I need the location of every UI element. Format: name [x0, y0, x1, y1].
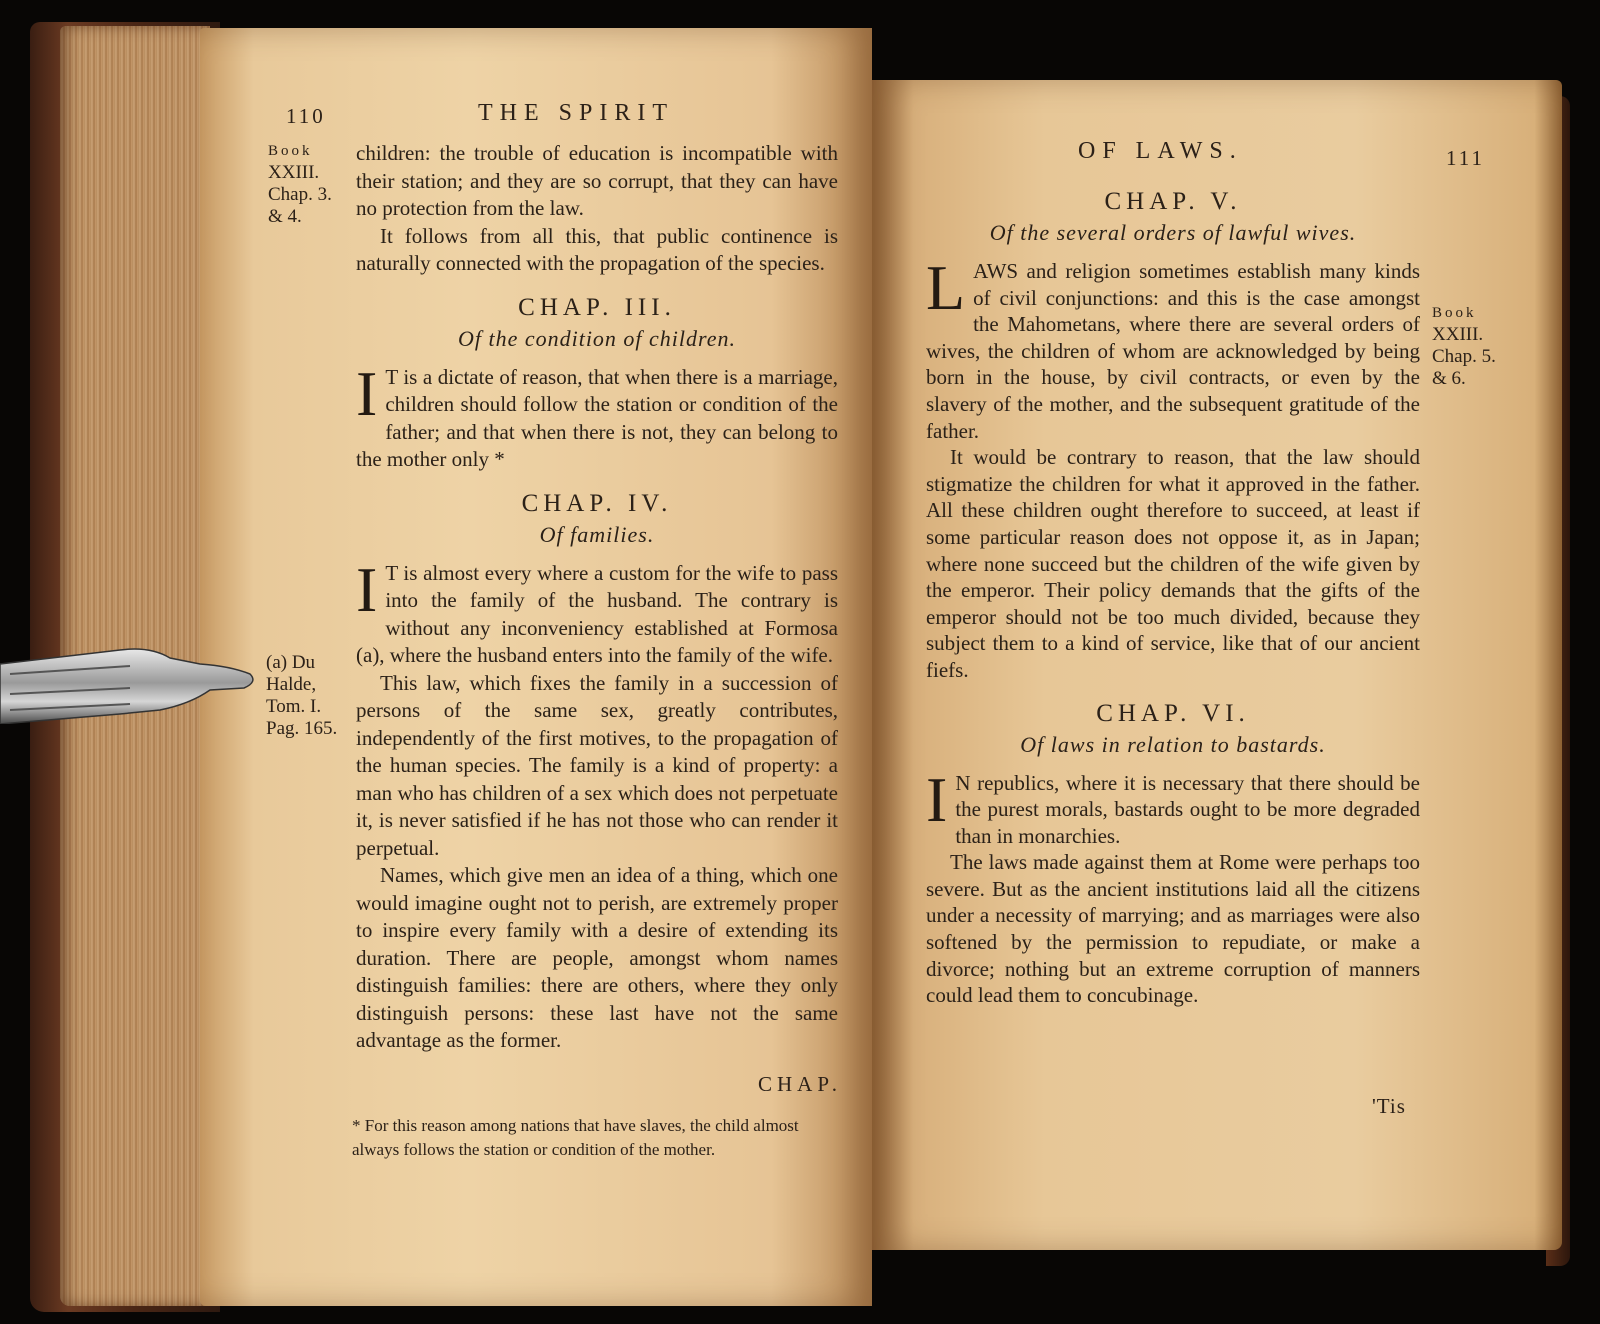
chapter-subtitle: Of laws in relation to bastards.: [1020, 731, 1326, 757]
drop-cap: I: [926, 763, 948, 835]
paragraph-text: AWS and religion sometimes establish many kinds of civil conjunctions: and this is the case amongst the Mahometans, where there are several orders of wives, the children of whom are acknowledged by being born in the house, by civil contracts, or even by the slavery of the mother, and the subsequent gratitude of the father.: [926, 259, 1420, 443]
paragraph: Names, which give men an idea of a thing, which one would imagine ought not to perish, are extremely proper to inspire every family with a desire of extending its duration. There are people, amongst whom names distinguish families: there are others, where they only distinguish persons: these last have not the same advantage as the former.: [356, 863, 838, 1052]
margin-book-line: XXIII.: [1432, 324, 1484, 345]
margin-book-line: Chap. 3.: [268, 184, 332, 205]
margin-ref-line: Halde,: [266, 674, 317, 695]
paragraph: [356, 553, 838, 670]
chapter-subtitle: Of families.: [539, 521, 655, 547]
paragraph: [356, 357, 838, 474]
right-text-column: [926, 186, 1420, 1009]
left-text-column: [356, 140, 838, 1055]
margin-ref-line: Tom. I.: [266, 696, 322, 717]
drop-cap: L: [926, 252, 966, 323]
left-margin-reference: [266, 652, 352, 740]
paragraph: This law, which fixes the family in a succession of persons of the same sex, greatly contributes, independently of the first motives, to the propagation of the human species. The family is a kind of property: a man who has children of a sex which does not perpetuate it, is never satisfied if he has not those who can render it perpetual.: [356, 670, 838, 860]
chapter-heading: CHAP. IV.: [521, 489, 673, 517]
paragraph: [926, 763, 1420, 850]
margin-ref-line: (a) Du: [266, 652, 316, 673]
right-margin-book: [1432, 302, 1512, 390]
left-footnote: * For this reason among nations that have slaves, the child almost always follows the station or condition of the mother.: [352, 1116, 799, 1159]
margin-ref-line: Pag. 165.: [266, 718, 338, 739]
margin-book-line: Book: [1432, 305, 1477, 321]
margin-book-line: Chap. 5.: [1432, 346, 1496, 367]
chapter-subtitle: Of the several orders of lawful wives.: [989, 220, 1357, 245]
paragraph: [926, 252, 1420, 444]
paragraph: It would be contrary to reason, that the law should stigmatize the children for what it approved in the father. All these children ought therefore to succeed, at least if some particular reason does not oppose it, as in Japan; where none succeed but the children of the wife given by the emperor. Their policy demands that the gifts of the emperor should not be too much divided, because they subject them to a kind of service, like that of our ancient fiefs.: [926, 445, 1420, 682]
paragraph-text: T is a dictate of reason, that when there is a marriage, children should follow the station or condition of the father; and that when there is not, they can belong to the mother only *: [356, 364, 838, 471]
chapter-subtitle: Of the condition of children.: [457, 325, 737, 351]
drop-cap: I: [356, 553, 378, 625]
silver-bookmark-clip: [0, 644, 260, 724]
paragraph-text: T is almost every where a custom for the wife to pass into the family of the husband. The contrary is without any inconveniency established at Formosa (a), where the husband enters into the family of the wife.: [356, 560, 838, 667]
chapter-heading: CHAP. V.: [1104, 188, 1242, 215]
chapter-heading: CHAP. III.: [518, 293, 676, 321]
margin-book-line: & 6.: [1432, 368, 1466, 389]
margin-book-line: XXIII.: [268, 162, 320, 183]
paragraph-text: N republics, where it is necessary that there should be the purest morals, bastards ought to be more degraded than in monarchies.: [955, 770, 1420, 848]
left-folio: 110: [286, 104, 326, 128]
left-running-head: THE SPIRIT: [478, 100, 674, 126]
left-catchword: CHAP.: [758, 1072, 842, 1096]
drop-cap: I: [356, 357, 378, 429]
margin-book-line: & 4.: [268, 206, 302, 227]
margin-book-line: Book: [268, 143, 313, 159]
paragraph: children: the trouble of education is incompatible with their station; and they are so corrupt, that they can have no protection from the law.: [356, 141, 838, 220]
paragraph: The laws made against them at Rome were perhaps too severe. But as the ancient institutions laid all the citizens under a necessity of marrying; and as marriages were also softened by the permission to repudiate, or make a divorce; nothing but an extreme corruption of manners could lead them to concubinage.: [926, 850, 1420, 1008]
left-margin-book: [268, 140, 348, 228]
right-folio: 111: [1446, 146, 1485, 170]
right-running-head: OF LAWS.: [1078, 138, 1243, 164]
right-catchword: 'Tis: [1372, 1094, 1406, 1118]
chapter-heading: CHAP. VI.: [1096, 699, 1250, 727]
paragraph: It follows from all this, that public continence is naturally connected with the propagation of the species.: [356, 223, 838, 275]
